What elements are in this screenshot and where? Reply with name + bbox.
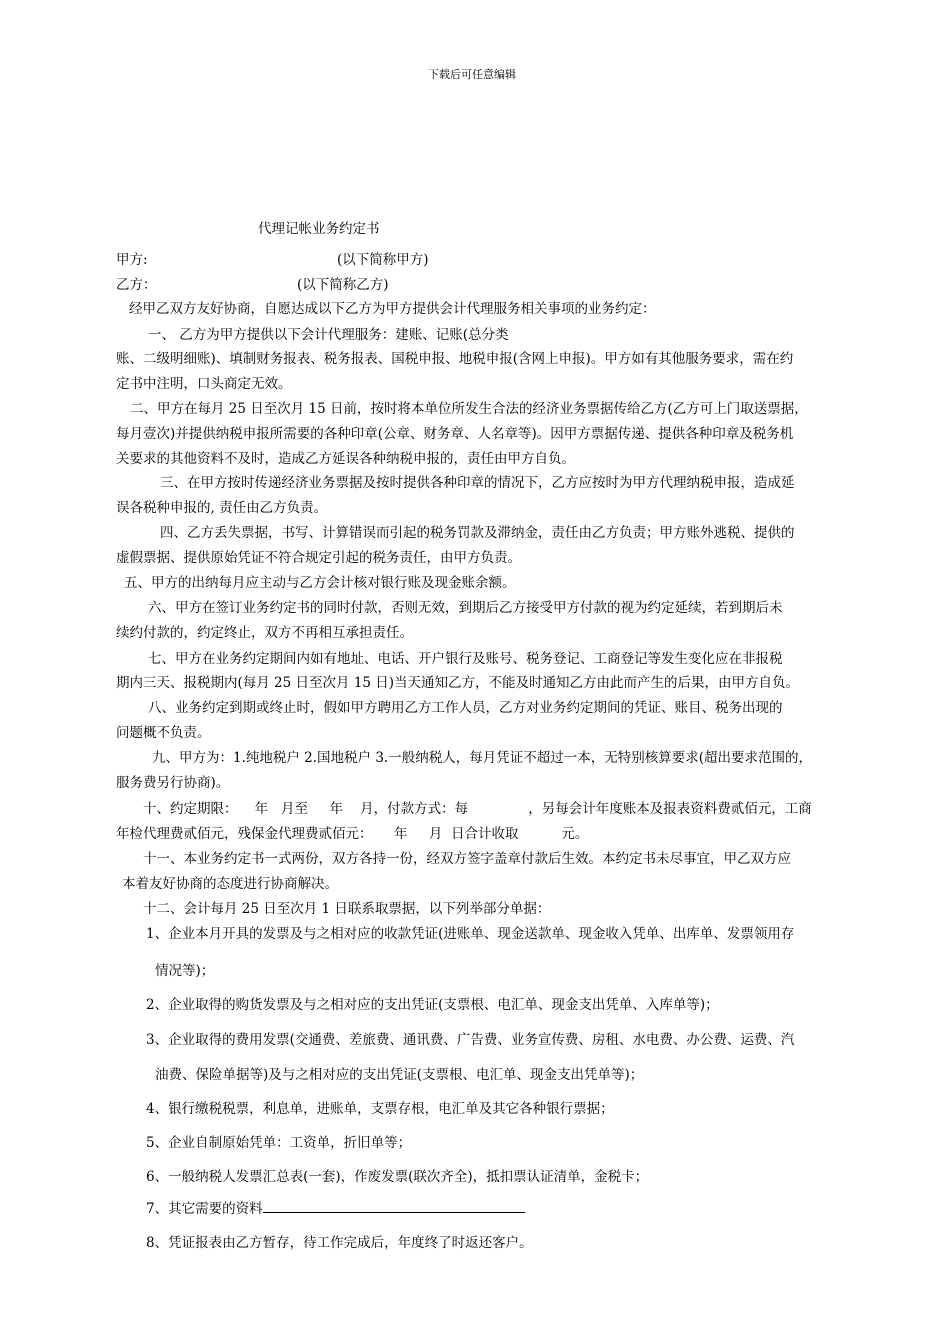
list-item: 3、企业取得的费用发票(交通费、差旅费、通讯费、广告费、业务宣传费、房租、水电费、办公费、运费、汽	[146, 1032, 795, 1048]
list-item: 情况等)；	[155, 963, 215, 979]
list-item: 5、企业自制原始凭单：工资单，折旧单等；	[146, 1135, 412, 1151]
list-item-text: 7、其它需要的资料	[146, 1201, 263, 1217]
party-b-label: 乙方：	[116, 277, 157, 293]
clause-9-line: 服务费另行协商)。	[116, 775, 230, 791]
list-item: 2、企业取得的购货发票及与之相对应的支出凭证(支票根、电汇单、现金支出凭单、入库单等)；	[146, 997, 719, 1013]
clause-8-line: 问题概不负责。	[116, 725, 211, 741]
clause-1-line: 账、二级明细账)、填制财务报表、税务报表、国税申报、地税申报(含网上申报)。甲方如有其他服务要求，需在约	[116, 351, 794, 367]
list-item: 6、一般纳税人发票汇总表(一套)，作废发票(联次齐全)，抵扣票认证清单，金税卡；	[146, 1169, 649, 1185]
clause-11-line: 本着友好协商的态度进行协商解决。	[122, 876, 338, 892]
clause-1-line: 一、 乙方为甲方提供以下会计代理服务：建账、记账(总分类	[148, 327, 509, 343]
clause-1-line: 定书中注明，口头商定无效。	[116, 376, 292, 392]
clause-7-line: 七、甲方在业务约定期间内如有地址、电话、开户银行及账号、税务登记、工商登记等发生变化应在非报税	[148, 651, 783, 667]
clause-11-line: 十一、本业务约定书一式两份，双方各持一份，经双方签字盖章付款后生效。本约定书未尽事宜，甲乙双方应	[143, 851, 791, 867]
blank-fill-line	[263, 1200, 525, 1213]
clause-2-line: 关要求的其他资料不及时，造成乙方延误各种纳税申报的，责任由甲方自负。	[116, 451, 575, 467]
clause-7-line: 期内三天、报税期内(每月 25 日至次月 15 日)当天通知乙方，不能及时通知乙方由此而产生的后果，由甲方自负。	[116, 675, 800, 691]
clause-2-line: 每月壹次)并提供纳税申报所需要的各种印章(公章、财务章、人名章等)。因甲方票据传递、提供各种印章及税务机	[116, 426, 794, 442]
clause-4-line: 四、乙方丢失票据，书写、计算错误而引起的税务罚款及滞纳金，责任由乙方负责；甲方账外逃税、提供的	[160, 525, 795, 541]
list-item: 4、银行缴税税票，利息单，进账单，支票存根，电汇单及其它各种银行票据；	[146, 1101, 614, 1117]
list-item-other-materials	[146, 1200, 525, 1218]
party-a-suffix: (以下简称甲方)	[337, 252, 429, 268]
clause-9-line: 九、甲方为：1.纯地税户 2.国地税户 3.一般纳税人，每月凭证不超过一本，无特别核算要求(超出要求范围的，	[152, 750, 812, 766]
party-b-suffix: (以下简称乙方)	[297, 277, 389, 293]
list-item: 油费、保险单据等)及与之相对应的支出凭证(支票根、电汇单、现金支出凭单等)；	[155, 1067, 644, 1083]
clause-12-line: 十二、会计每月 25 日至次月 1 日联系取票据，以下列举部分单据：	[143, 901, 551, 917]
clause-6-line: 续约付款的，约定终止，双方不再相互承担责任。	[116, 625, 413, 641]
clause-8-line: 八、业务约定到期或终止时，假如甲方聘用乙方工作人员，乙方对业务约定期间的凭证、账目、税务出现的	[148, 700, 783, 716]
clause-5-line: 五、甲方的出纳每月应主动与乙方会计核对银行账及现金账余额。	[124, 575, 516, 591]
intro-paragraph: 经甲乙双方友好协商，自愿达成以下乙方为甲方提供会计代理服务相关事项的业务约定：	[129, 301, 656, 317]
clause-3-line: 三、在甲方按时传递经济业务票据及按时提供各种印章的情况下，乙方应按时为甲方代理纳税申报，造成延	[160, 475, 795, 491]
header-note: 下载后可任意编辑	[428, 68, 516, 81]
clause-3-line: 误各税种申报的, 责任由乙方负责。	[116, 500, 328, 516]
list-item: 8、凭证报表由乙方暂存，待工作完成后，年度终了时返还客户。	[146, 1235, 533, 1251]
clause-2-line: 二、甲方在每月 25 日至次月 15 日前，按时将本单位所发生合法的经济业务票据传给乙方(乙方可上门取送票据，	[130, 401, 808, 417]
clause-4-line: 虚假票据、提供原始凭证不符合规定引起的税务责任，由甲方负责。	[116, 550, 521, 566]
party-a-label: 甲方:	[116, 252, 148, 268]
clause-10-line: 年检代理费贰佰元，残保金代理费贰佰元： 年 月 日合计收取 元。	[116, 826, 589, 842]
clause-10-line: 十、约定期限： 年 月至 年 月，付款方式：每 ，另每会计年度账本及报表资料费贰佰元，工商	[143, 801, 812, 817]
list-item: 1、企业本月开具的发票及与之相对应的收款凭证(进账单、现金送款单、现金收入凭单、出库单、发票领用存	[146, 926, 795, 942]
document-title: 代理记帐业务约定书	[258, 221, 380, 237]
clause-6-line: 六、甲方在签订业务约定书的同时付款，否则无效，到期后乙方接受甲方付款的视为约定延续，若到期后未	[148, 600, 783, 616]
